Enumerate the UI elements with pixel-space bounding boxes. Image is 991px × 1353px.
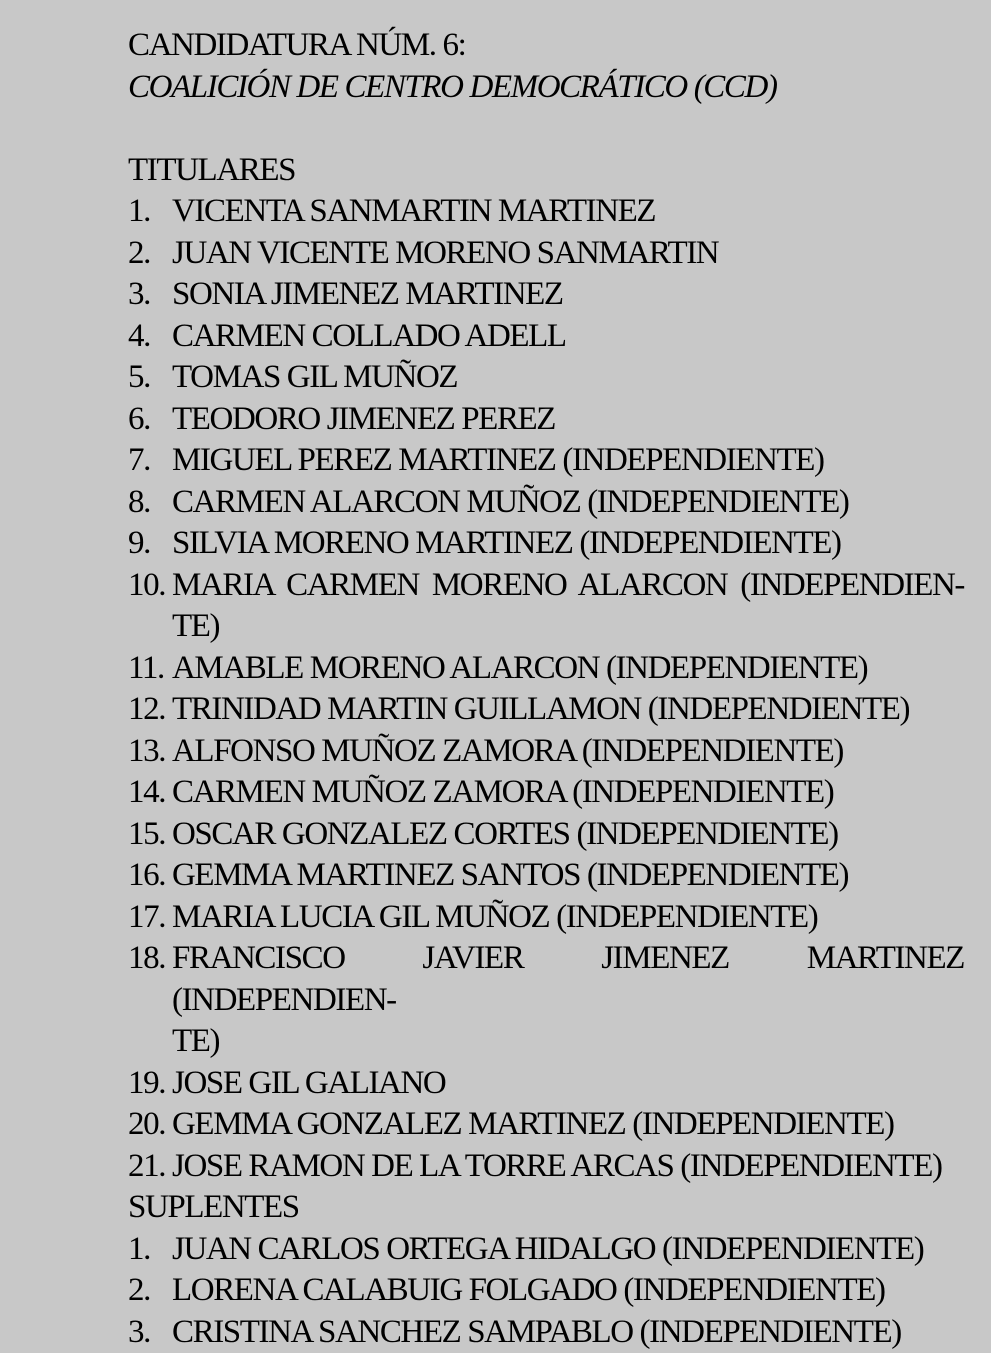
entry-number: 3. <box>128 274 172 316</box>
entry-number: 3. <box>128 1312 172 1353</box>
titular-entry <box>128 938 964 1063</box>
candidate-name: VICENTA SANMARTIN MARTINEZ <box>172 191 964 233</box>
titular-entry <box>128 233 964 275</box>
candidate-name: OSCAR GONZALEZ CORTES (INDEPENDIENTE) <box>172 814 964 856</box>
candidate-name: GEMMA MARTINEZ SANTOS (INDEPENDIENTE) <box>172 855 964 897</box>
candidate-name-continuation: TE) <box>172 1021 964 1063</box>
titular-entry <box>128 689 964 731</box>
titular-entry <box>128 482 964 524</box>
spacer <box>128 108 964 150</box>
candidate-name: JUAN CARLOS ORTEGA HIDALGO (INDEPENDIENTE) <box>172 1229 964 1271</box>
titular-entry <box>128 1104 964 1146</box>
titular-entry <box>128 274 964 316</box>
candidate-name: AMABLE MORENO ALARCON (INDEPENDIENTE) <box>172 648 964 690</box>
candidate-name-line: MARIA CARMEN MORENO ALARCON (INDEPENDIEN- <box>172 565 964 607</box>
candidate-name-continuation: TE) <box>172 606 964 648</box>
entry-number: 11. <box>128 648 172 690</box>
entry-number: 18. <box>128 938 172 1063</box>
candidate-name <box>172 938 964 1063</box>
candidate-name: SILVIA MORENO MARTINEZ (INDEPENDIENTE) <box>172 523 964 565</box>
titular-entry <box>128 1063 964 1105</box>
suplentes-list <box>128 1229 964 1353</box>
titular-entry <box>128 897 964 939</box>
titulares-label: TITULARES <box>128 150 964 192</box>
entry-number: 2. <box>128 1270 172 1312</box>
entry-number: 15. <box>128 814 172 856</box>
entry-number: 7. <box>128 440 172 482</box>
candidate-name-line: FRANCISCO JAVIER JIMENEZ MARTINEZ (INDEPENDIEN- <box>172 938 964 1021</box>
candidatura-heading: CANDIDATURA NÚM. 6: <box>128 25 964 67</box>
candidate-name: TOMAS GIL MUÑOZ <box>172 357 964 399</box>
candidate-list-document <box>128 25 964 1353</box>
entry-number: 1. <box>128 191 172 233</box>
entry-number: 6. <box>128 399 172 441</box>
entry-number: 20. <box>128 1104 172 1146</box>
entry-number: 8. <box>128 482 172 524</box>
candidate-name: JOSE GIL GALIANO <box>172 1063 964 1105</box>
titular-entry <box>128 1146 964 1188</box>
suplente-entry <box>128 1229 964 1271</box>
candidate-name: TEODORO JIMENEZ PEREZ <box>172 399 964 441</box>
titular-entry <box>128 357 964 399</box>
candidate-name: MARIA LUCIA GIL MUÑOZ (INDEPENDIENTE) <box>172 897 964 939</box>
titular-entry <box>128 731 964 773</box>
coalition-name: COALICIÓN DE CENTRO DEMOCRÁTICO (CCD) <box>128 67 964 109</box>
candidate-name: CRISTINA SANCHEZ SAMPABLO (INDEPENDIENTE) <box>172 1312 964 1353</box>
entry-number: 4. <box>128 316 172 358</box>
titular-entry <box>128 523 964 565</box>
titular-entry <box>128 855 964 897</box>
entry-number: 19. <box>128 1063 172 1105</box>
titular-entry <box>128 648 964 690</box>
suplentes-label: SUPLENTES <box>128 1187 964 1229</box>
entry-number: 5. <box>128 357 172 399</box>
entry-number: 1. <box>128 1229 172 1271</box>
candidate-name: JUAN VICENTE MORENO SANMARTIN <box>172 233 964 275</box>
candidate-name: TRINIDAD MARTIN GUILLAMON (INDEPENDIENTE) <box>172 689 964 731</box>
titular-entry <box>128 191 964 233</box>
candidate-name: GEMMA GONZALEZ MARTINEZ (INDEPENDIENTE) <box>172 1104 964 1146</box>
entry-number: 16. <box>128 855 172 897</box>
entry-number: 21. <box>128 1146 172 1188</box>
entry-number: 2. <box>128 233 172 275</box>
titulares-list <box>128 191 964 1187</box>
titular-entry <box>128 565 964 648</box>
candidate-name: ALFONSO MUÑOZ ZAMORA (INDEPENDIENTE) <box>172 731 964 773</box>
entry-number: 10. <box>128 565 172 648</box>
candidate-name: CARMEN MUÑOZ ZAMORA (INDEPENDIENTE) <box>172 772 964 814</box>
candidate-name <box>172 565 964 648</box>
titular-entry <box>128 316 964 358</box>
candidate-name: LORENA CALABUIG FOLGADO (INDEPENDIENTE) <box>172 1270 964 1312</box>
titular-entry <box>128 772 964 814</box>
candidate-name: CARMEN ALARCON MUÑOZ (INDEPENDIENTE) <box>172 482 964 524</box>
candidate-name: SONIA JIMENEZ MARTINEZ <box>172 274 964 316</box>
titular-entry <box>128 440 964 482</box>
entry-number: 12. <box>128 689 172 731</box>
candidate-name: MIGUEL PEREZ MARTINEZ (INDEPENDIENTE) <box>172 440 964 482</box>
titular-entry <box>128 814 964 856</box>
suplente-entry <box>128 1312 964 1353</box>
suplente-entry <box>128 1270 964 1312</box>
titular-entry <box>128 399 964 441</box>
candidate-name: JOSE RAMON DE LA TORRE ARCAS (INDEPENDIENTE) <box>172 1146 964 1188</box>
entry-number: 17. <box>128 897 172 939</box>
entry-number: 14. <box>128 772 172 814</box>
entry-number: 13. <box>128 731 172 773</box>
candidate-name: CARMEN COLLADO ADELL <box>172 316 964 358</box>
entry-number: 9. <box>128 523 172 565</box>
